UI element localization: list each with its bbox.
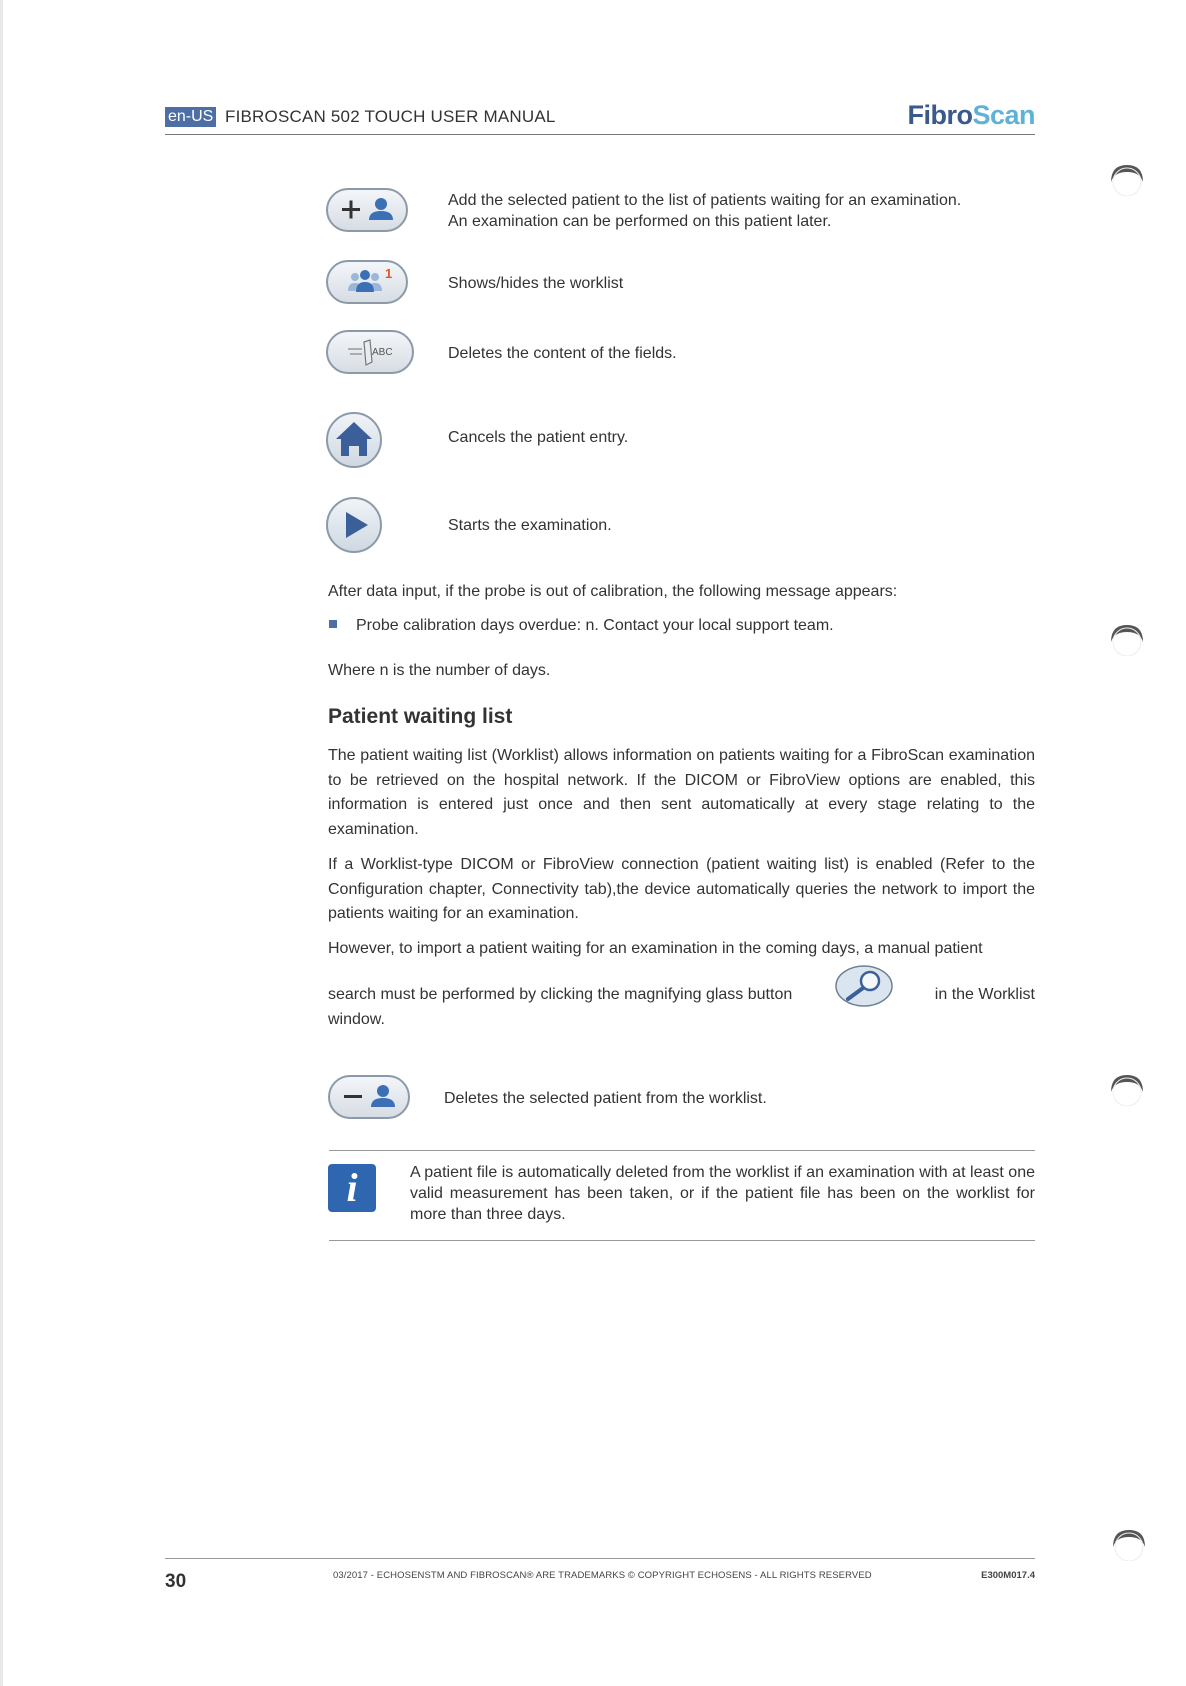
clear-fields-icon [328, 332, 412, 372]
worklist-paragraph-3: However, to import a patient waiting for an examination in the coming days, a manual patient search must be performed by clicking the magnifying glass button in the Worklist window. [328, 940, 1035, 1028]
worklist-paragraph-2: If a Worklist-type DICOM or FibroView connection (patient waiting list) is enabled (Refer to the Configuration chapter, Connectivity tab),the device automatically queries the network to import the patients waiting for an examination. [328, 856, 1035, 922]
worklist-button[interactable] [326, 260, 408, 304]
worklist-paragraph-1: The patient waiting list (Worklist) allows information on patients waiting for a FibroScan examination to be retrieved on the hospital network. If the DICOM or FibroView options are enabled, this information is entered just once and then sent automatically at every stage relating to the examination. [328, 747, 1035, 838]
clear-fields-description: Deletes the content of the fields. [448, 345, 677, 362]
cancel-description: Cancels the patient entry. [448, 429, 629, 446]
binder-hole-icon [1112, 1527, 1146, 1561]
home-icon [328, 414, 380, 466]
manual-title: FIBROSCAN 502 TOUCH USER MANUAL [225, 107, 556, 126]
home-button[interactable] [326, 412, 382, 468]
remove-patient-description: Deletes the selected patient from the worklist. [444, 1090, 767, 1107]
start-exam-button[interactable] [326, 497, 382, 553]
info-icon: i [328, 1164, 376, 1212]
magnifying-glass-icon [834, 964, 894, 1008]
page-edge [0, 0, 3, 1686]
page-number: 30 [165, 1571, 187, 1592]
add-patient-icon [328, 190, 406, 230]
worklist-description: Shows/hides the worklist [448, 275, 624, 292]
worklist-icon [328, 262, 406, 302]
language-badge: en-US [165, 107, 216, 127]
play-icon [328, 499, 380, 551]
calibration-intro: After data input, if the probe is out of calibration, the following message appears: [328, 583, 898, 600]
add-patient-button[interactable] [326, 188, 408, 232]
magnifying-glass-button[interactable] [834, 964, 894, 1008]
info-note-text: A patient file is automatically deleted from the worklist if an examination with at least one valid measurement has been taken, or if the patient file has been on the worklist for more than three days. [410, 1164, 1035, 1223]
binder-hole-icon [1110, 622, 1144, 656]
page-header [165, 100, 1035, 136]
remove-patient-button[interactable] [328, 1075, 410, 1119]
note-top-divider [329, 1150, 1035, 1151]
note-bottom-divider [329, 1240, 1035, 1241]
remove-patient-icon [330, 1077, 408, 1117]
add-patient-description: Add the selected patient to the list of patients waiting for an examination. An examination can be performed on this patient later. [448, 192, 962, 230]
bullet-marker [329, 620, 337, 628]
copyright-notice: 03/2017 - ECHOSENSTM AND FIBROSCAN® ARE TRADEMARKS © COPYRIGHT ECHOSENS - ALL RIGHTS RESERVED [333, 1570, 872, 1581]
footer-divider [165, 1558, 1035, 1559]
binder-hole-icon [1110, 162, 1144, 196]
binder-hole-icon [1110, 1072, 1144, 1106]
worklist-count-badge: 1 [385, 266, 393, 281]
clear-fields-button[interactable] [326, 330, 414, 374]
header-divider [165, 134, 1035, 135]
calibration-message: Probe calibration days overdue: n. Contact your local support team. [356, 617, 834, 634]
section-heading: Patient waiting list [328, 705, 513, 728]
start-exam-description: Starts the examination. [448, 517, 612, 534]
document-code: E300M017.4 [981, 1570, 1035, 1581]
calibration-note: Where n is the number of days. [328, 662, 551, 679]
abc-label: ABC [372, 347, 393, 358]
brand-logo: FibroScan [907, 100, 1035, 130]
